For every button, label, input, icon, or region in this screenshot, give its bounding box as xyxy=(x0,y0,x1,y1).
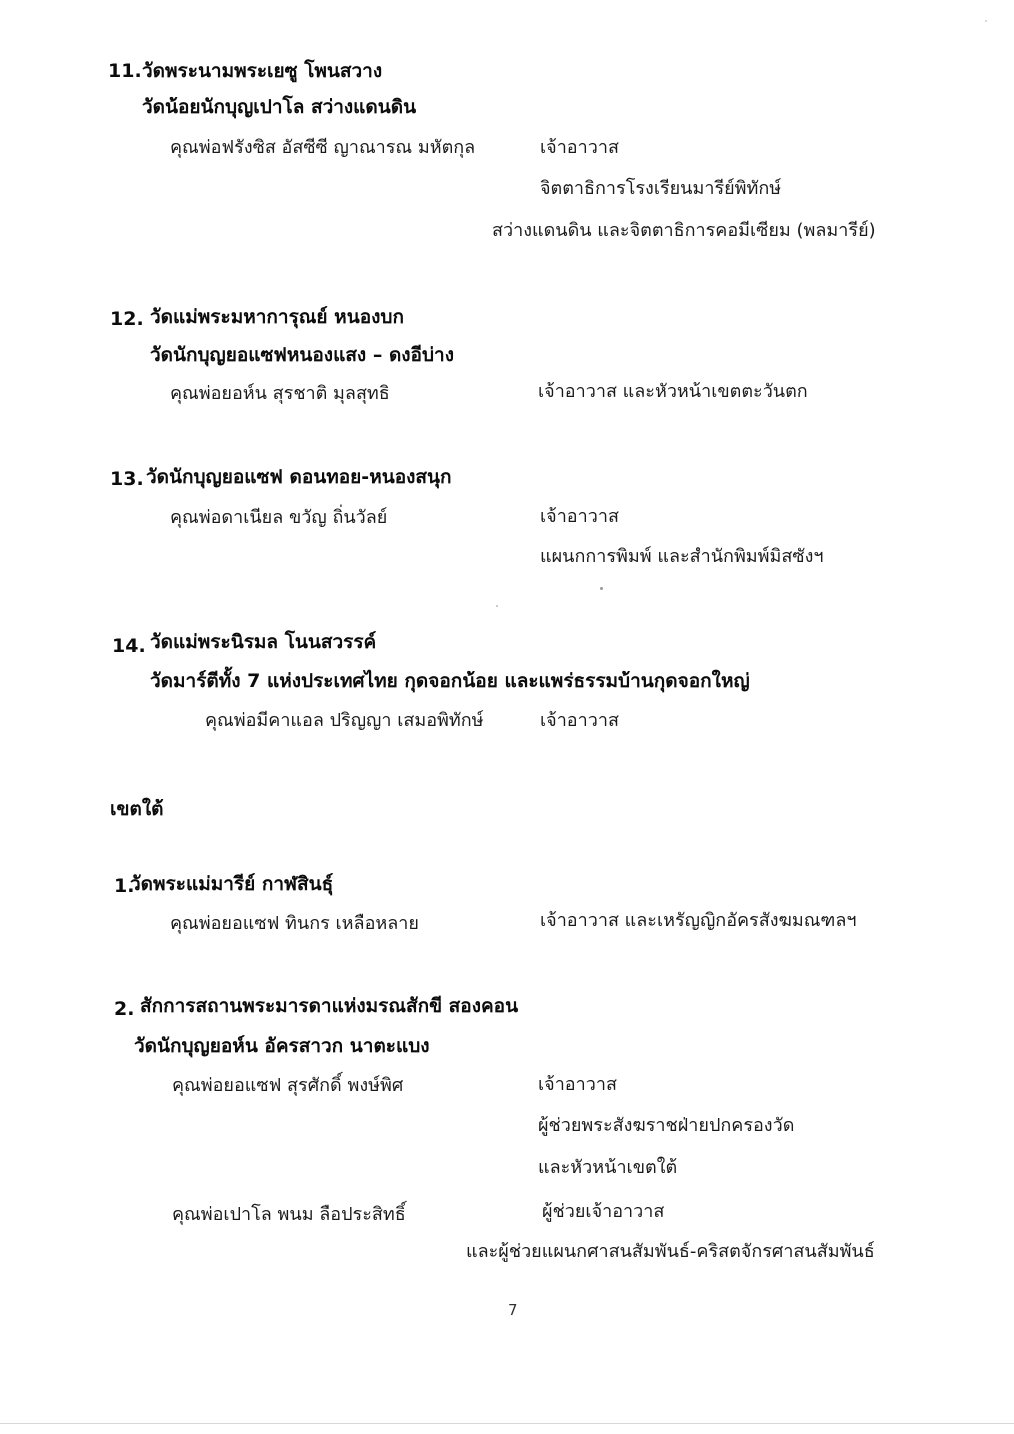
south-2-priest-1: คุณพ่อยอแซฟ สุรศักดิ์ พงษ์พิศ xyxy=(172,1075,404,1096)
section-13-parish-1: วัดนักบุญยอแซฟ ดอนทอย-หนองสนุก xyxy=(146,466,452,488)
section-13-number: 13. xyxy=(110,468,144,490)
south-1-number: 1. xyxy=(114,875,135,897)
south-2-priest-2-role-1: ผู้ช่วยเจ้าอาวาส xyxy=(542,1201,665,1222)
scan-speck xyxy=(985,20,987,22)
south-2-parish-1: สักการสถานพระมารดาแห่งมรณสักขี สองคอน xyxy=(140,995,519,1017)
section-11-parish-1: วัดพระนามพระเยซู โพนสวาง xyxy=(142,60,383,82)
south-1-priest: คุณพ่อยอแซฟ ทินกร เหลือหลาย xyxy=(170,913,419,934)
south-2-priest-2: คุณพ่อเปาโล พนม ลือประสิทธิ์ xyxy=(172,1204,406,1225)
south-2-priest-1-role-2: ผู้ช่วยพระสังฆราชฝ่ายปกครองวัด xyxy=(538,1115,795,1136)
south-2-parish-2: วัดนักบุญยอห์น อัครสาวก นาตะแบง xyxy=(134,1035,430,1057)
section-14-role-1: เจ้าอาวาส xyxy=(540,710,619,731)
section-13-role-2: แผนกการพิมพ์ และสำนักพิมพ์มิสซังฯ xyxy=(540,546,824,567)
scan-speck xyxy=(600,587,603,590)
section-14-priest: คุณพ่อมีคาแอล ปริญญา เสมอพิทักษ์ xyxy=(205,710,484,731)
south-2-priest-2-role-2: และผู้ช่วยแผนกศาสนสัมพันธ์-คริสตจักรศาสนสัมพันธ์ xyxy=(466,1241,875,1262)
south-2-priest-1-role-1: เจ้าอาวาส xyxy=(538,1074,617,1095)
section-14-number: 14. xyxy=(112,635,146,657)
south-1-parish-1: วัดพระแม่มารีย์ กาฬสินธุ์ xyxy=(130,873,334,895)
section-14-parish-1: วัดแม่พระนิรมล โนนสวรรค์ xyxy=(150,631,377,653)
section-12-parish-1: วัดแม่พระมหาการุณย์ หนองบก xyxy=(150,306,404,328)
page-number: 7 xyxy=(508,1301,518,1319)
section-12-parish-2: วัดนักบุญยอแซฟหนองแสง – ดงอีบ่าง xyxy=(150,344,454,366)
section-14-parish-2: วัดมาร์ตีทั้ง 7 แห่งประเทศไทย กุดจอกน้อย และแพร่ธรรมบ้านกุดจอกใหญ่ xyxy=(150,670,750,692)
south-2-priest-1-role-3: และหัวหน้าเขตใต้ xyxy=(538,1157,678,1178)
section-12-priest: คุณพ่อยอห์น สุรชาติ มุลสุทธิ xyxy=(170,383,390,404)
section-11-role-1: เจ้าอาวาส xyxy=(540,137,619,158)
section-11-role-3: สว่างแดนดิน และจิตตาธิการคอมีเซียม (พลมารีย์) xyxy=(492,220,876,241)
scan-speck xyxy=(496,605,498,607)
section-11-role-2: จิตตาธิการโรงเรียนมารีย์พิทักษ์ xyxy=(540,178,782,199)
section-11-number: 11. xyxy=(108,60,142,82)
section-11-priest: คุณพ่อฟรังซิส อัสซีซี ญาณารณ มหัตกุล xyxy=(170,137,476,158)
section-13-priest: คุณพ่อดาเนียล ขวัญ ถิ่นวัลย์ xyxy=(170,507,388,528)
section-13-role-1: เจ้าอาวาส xyxy=(540,506,619,527)
section-12-role-1: เจ้าอาวาส และหัวหน้าเขตตะวันตก xyxy=(538,381,808,402)
section-12-number: 12. xyxy=(110,308,144,330)
scan-edge-line xyxy=(0,1423,1014,1424)
south-2-number: 2. xyxy=(114,998,135,1020)
south-region-heading: เขตใต้ xyxy=(110,798,164,820)
south-1-role-1: เจ้าอาวาส และเหรัญญิกอัครสังฆมณฑลฯ xyxy=(540,910,857,931)
section-11-parish-2: วัดน้อยนักบุญเปาโล สว่างแดนดิน xyxy=(142,96,417,118)
